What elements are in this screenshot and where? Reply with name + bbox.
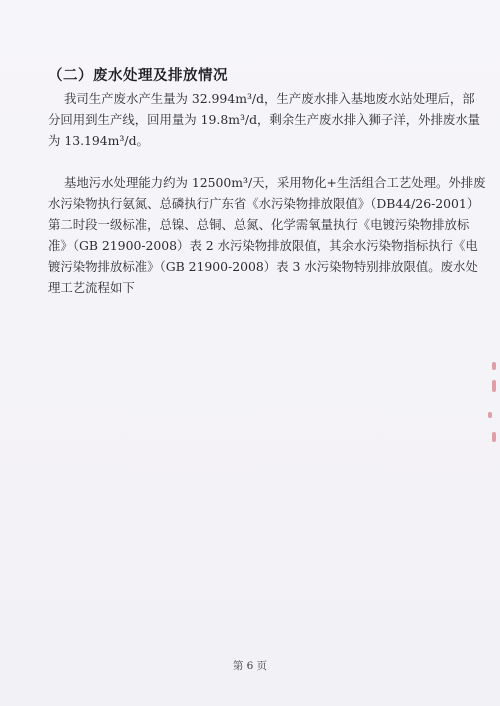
seal-edge-mark [492, 380, 496, 392]
paragraph-line: 镀污染物排放标准》（GB 21900-2008）表 3 水污染物特别排放限值。废水处 [48, 259, 478, 274]
seal-edge-mark [492, 362, 496, 370]
seal-edge-mark [492, 432, 496, 442]
paragraph-wastewater-volume [48, 88, 481, 151]
page-number: 第 6 页 [232, 660, 268, 672]
seal-edge-mark [488, 412, 492, 418]
paragraph-line: 理工艺流程如下 [48, 280, 135, 295]
paragraph-line: 准》（GB 21900-2008）表 2 水污染物排放限值，其余水污染物指标执行《电 [48, 238, 478, 253]
paragraph-line: 水污染物执行氨氮、总磷执行广东省《水污染物排放限值》（DB44/26-2001） [48, 196, 480, 211]
paragraph-line: 分回用到生产线，回用量为 19.8m³/d，剩余生产废水排入狮子洋，外排废水量 [48, 112, 481, 127]
paragraph-line: 为 13.194m³/d。 [48, 133, 149, 148]
section-heading: （二）废水处理及排放情况 [48, 68, 228, 84]
paragraph-treatment-standards [48, 172, 486, 298]
paragraph-line: 基地污水处理能力约为 12500m³/天，采用物化+生活组合工艺处理。外排废 [64, 175, 486, 190]
paragraph-line: 我司生产废水产生量为 32.994m³/d，生产废水排入基地废水站处理后，部 [64, 91, 475, 106]
paragraph-line: 第二时段一级标准，总镍、总铜、总氮、化学需氧量执行《电镀污染物排放标 [48, 217, 470, 232]
